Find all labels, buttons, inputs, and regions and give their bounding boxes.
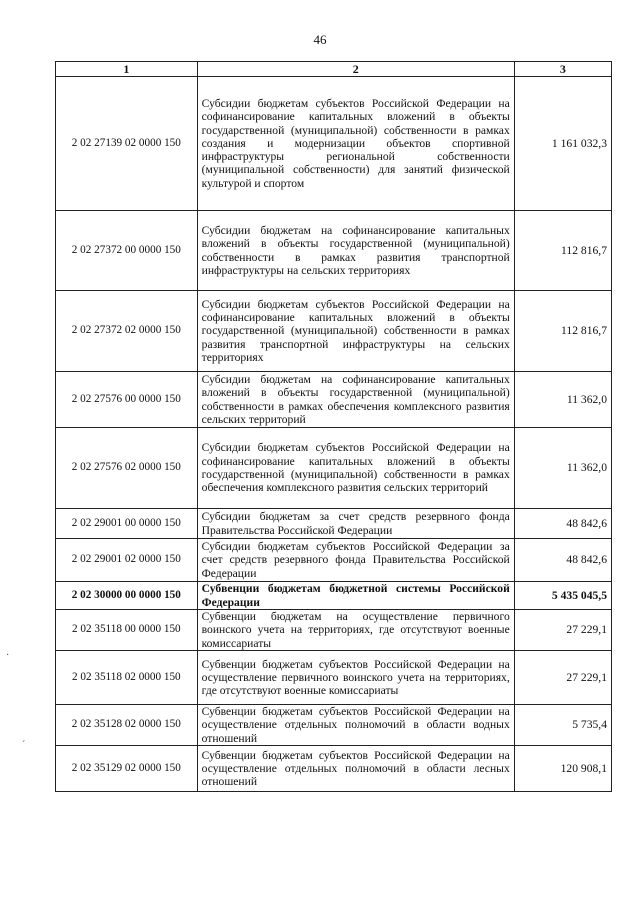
row-name: Субвенции бюджетам бюджетной системы Российской Федерации	[197, 582, 514, 610]
table-row	[56, 428, 612, 509]
table-row	[56, 539, 612, 582]
margin-dot: ·	[6, 650, 10, 661]
row-name: Субвенции бюджетам на осуществление первичного воинского учета на территориях, где отсутствуют военные комиссариаты	[197, 610, 514, 651]
margin-tick: ´	[22, 740, 26, 751]
column-header-sum: 3	[514, 62, 611, 77]
row-code: 2 02 27576 02 0000 150	[56, 428, 198, 509]
table-row	[56, 746, 612, 792]
table-row	[56, 291, 612, 372]
row-name: Субвенции бюджетам субъектов Российской Федерации на осуществление отдельных полномочий в области лесных отношений	[197, 746, 514, 792]
row-code: 2 02 35118 00 0000 150	[56, 610, 198, 651]
row-name: Субсидии бюджетам субъектов Российской Федерации на софинансирование капитальных вложений в объекты государственной (муниципальной) собственности в рамках обеспечения комплексного развития сельских территорий	[197, 428, 514, 509]
table-header-row	[56, 62, 612, 77]
row-code: 2 02 30000 00 0000 150	[56, 582, 198, 610]
row-name: Субсидии бюджетам за счет средств резервного фонда Правительства Российской Федерации	[197, 509, 514, 539]
row-code: 2 02 27372 00 0000 150	[56, 211, 198, 291]
row-name: Субвенции бюджетам субъектов Российской Федерации на осуществление отдельных полномочий в области водных отношений	[197, 705, 514, 746]
row-sum: 112 816,7	[514, 211, 611, 291]
row-sum: 48 842,6	[514, 509, 611, 539]
row-code: 2 02 35129 02 0000 150	[56, 746, 198, 792]
row-code: 2 02 29001 02 0000 150	[56, 539, 198, 582]
row-code: 2 02 35128 02 0000 150	[56, 705, 198, 746]
row-code: 2 02 27576 00 0000 150	[56, 372, 198, 428]
row-sum: 120 908,1	[514, 746, 611, 792]
row-sum: 27 229,1	[514, 610, 611, 651]
row-sum: 112 816,7	[514, 291, 611, 372]
row-sum: 11 362,0	[514, 428, 611, 509]
row-code: 2 02 27139 02 0000 150	[56, 77, 198, 211]
column-header-code: 1	[56, 62, 198, 77]
row-name: Субсидии бюджетам субъектов Российской Федерации на софинансирование капитальных вложений в объекты государственной (муниципальной) собственности в рамках развития транспортной инфраструктуры на сельских территориях	[197, 291, 514, 372]
row-name: Субсидии бюджетам субъектов Российской Федерации за счет средств резервного фонда Правительства Российской Федерации	[197, 539, 514, 582]
row-code: 2 02 29001 00 0000 150	[56, 509, 198, 539]
table-row	[56, 372, 612, 428]
column-header-name: 2	[197, 62, 514, 77]
row-sum: 5 435 045,5	[514, 582, 611, 610]
table-row	[56, 211, 612, 291]
table-row	[56, 77, 612, 211]
row-sum: 5 735,4	[514, 705, 611, 746]
row-name: Субсидии бюджетам субъектов Российской Федерации на софинансирование капитальных вложений в объекты государственной (муниципальной) собственности в рамках создания и модернизации объектов спортивной инфраструктуры региональной собственности (муниципальной собственности) для занятий физической культурой и спортом	[197, 77, 514, 211]
row-name: Субсидии бюджетам на софинансирование капитальных вложений в объекты государственной (муниципальной) собственности в рамках обеспечения комплексного развития сельских территорий	[197, 372, 514, 428]
row-name: Субвенции бюджетам субъектов Российской Федерации на осуществление первичного воинского учета на территориях, где отсутствуют военные комиссариаты	[197, 651, 514, 705]
table-row	[56, 705, 612, 746]
table-row	[56, 582, 612, 610]
row-name: Субсидии бюджетам на софинансирование капитальных вложений в объекты государственной (муниципальной) собственности в рамках развития транспортной инфраструктуры на сельских территориях	[197, 211, 514, 291]
row-sum: 48 842,6	[514, 539, 611, 582]
table-row	[56, 509, 612, 539]
row-sum: 1 161 032,3	[514, 77, 611, 211]
page-number: 46	[313, 32, 327, 47]
row-code: 2 02 27372 02 0000 150	[56, 291, 198, 372]
row-code: 2 02 35118 02 0000 150	[56, 651, 198, 705]
table-row	[56, 651, 612, 705]
row-sum: 11 362,0	[514, 372, 611, 428]
budget-table	[55, 61, 612, 792]
table-body	[56, 77, 612, 792]
row-sum: 27 229,1	[514, 651, 611, 705]
table-row	[56, 610, 612, 651]
